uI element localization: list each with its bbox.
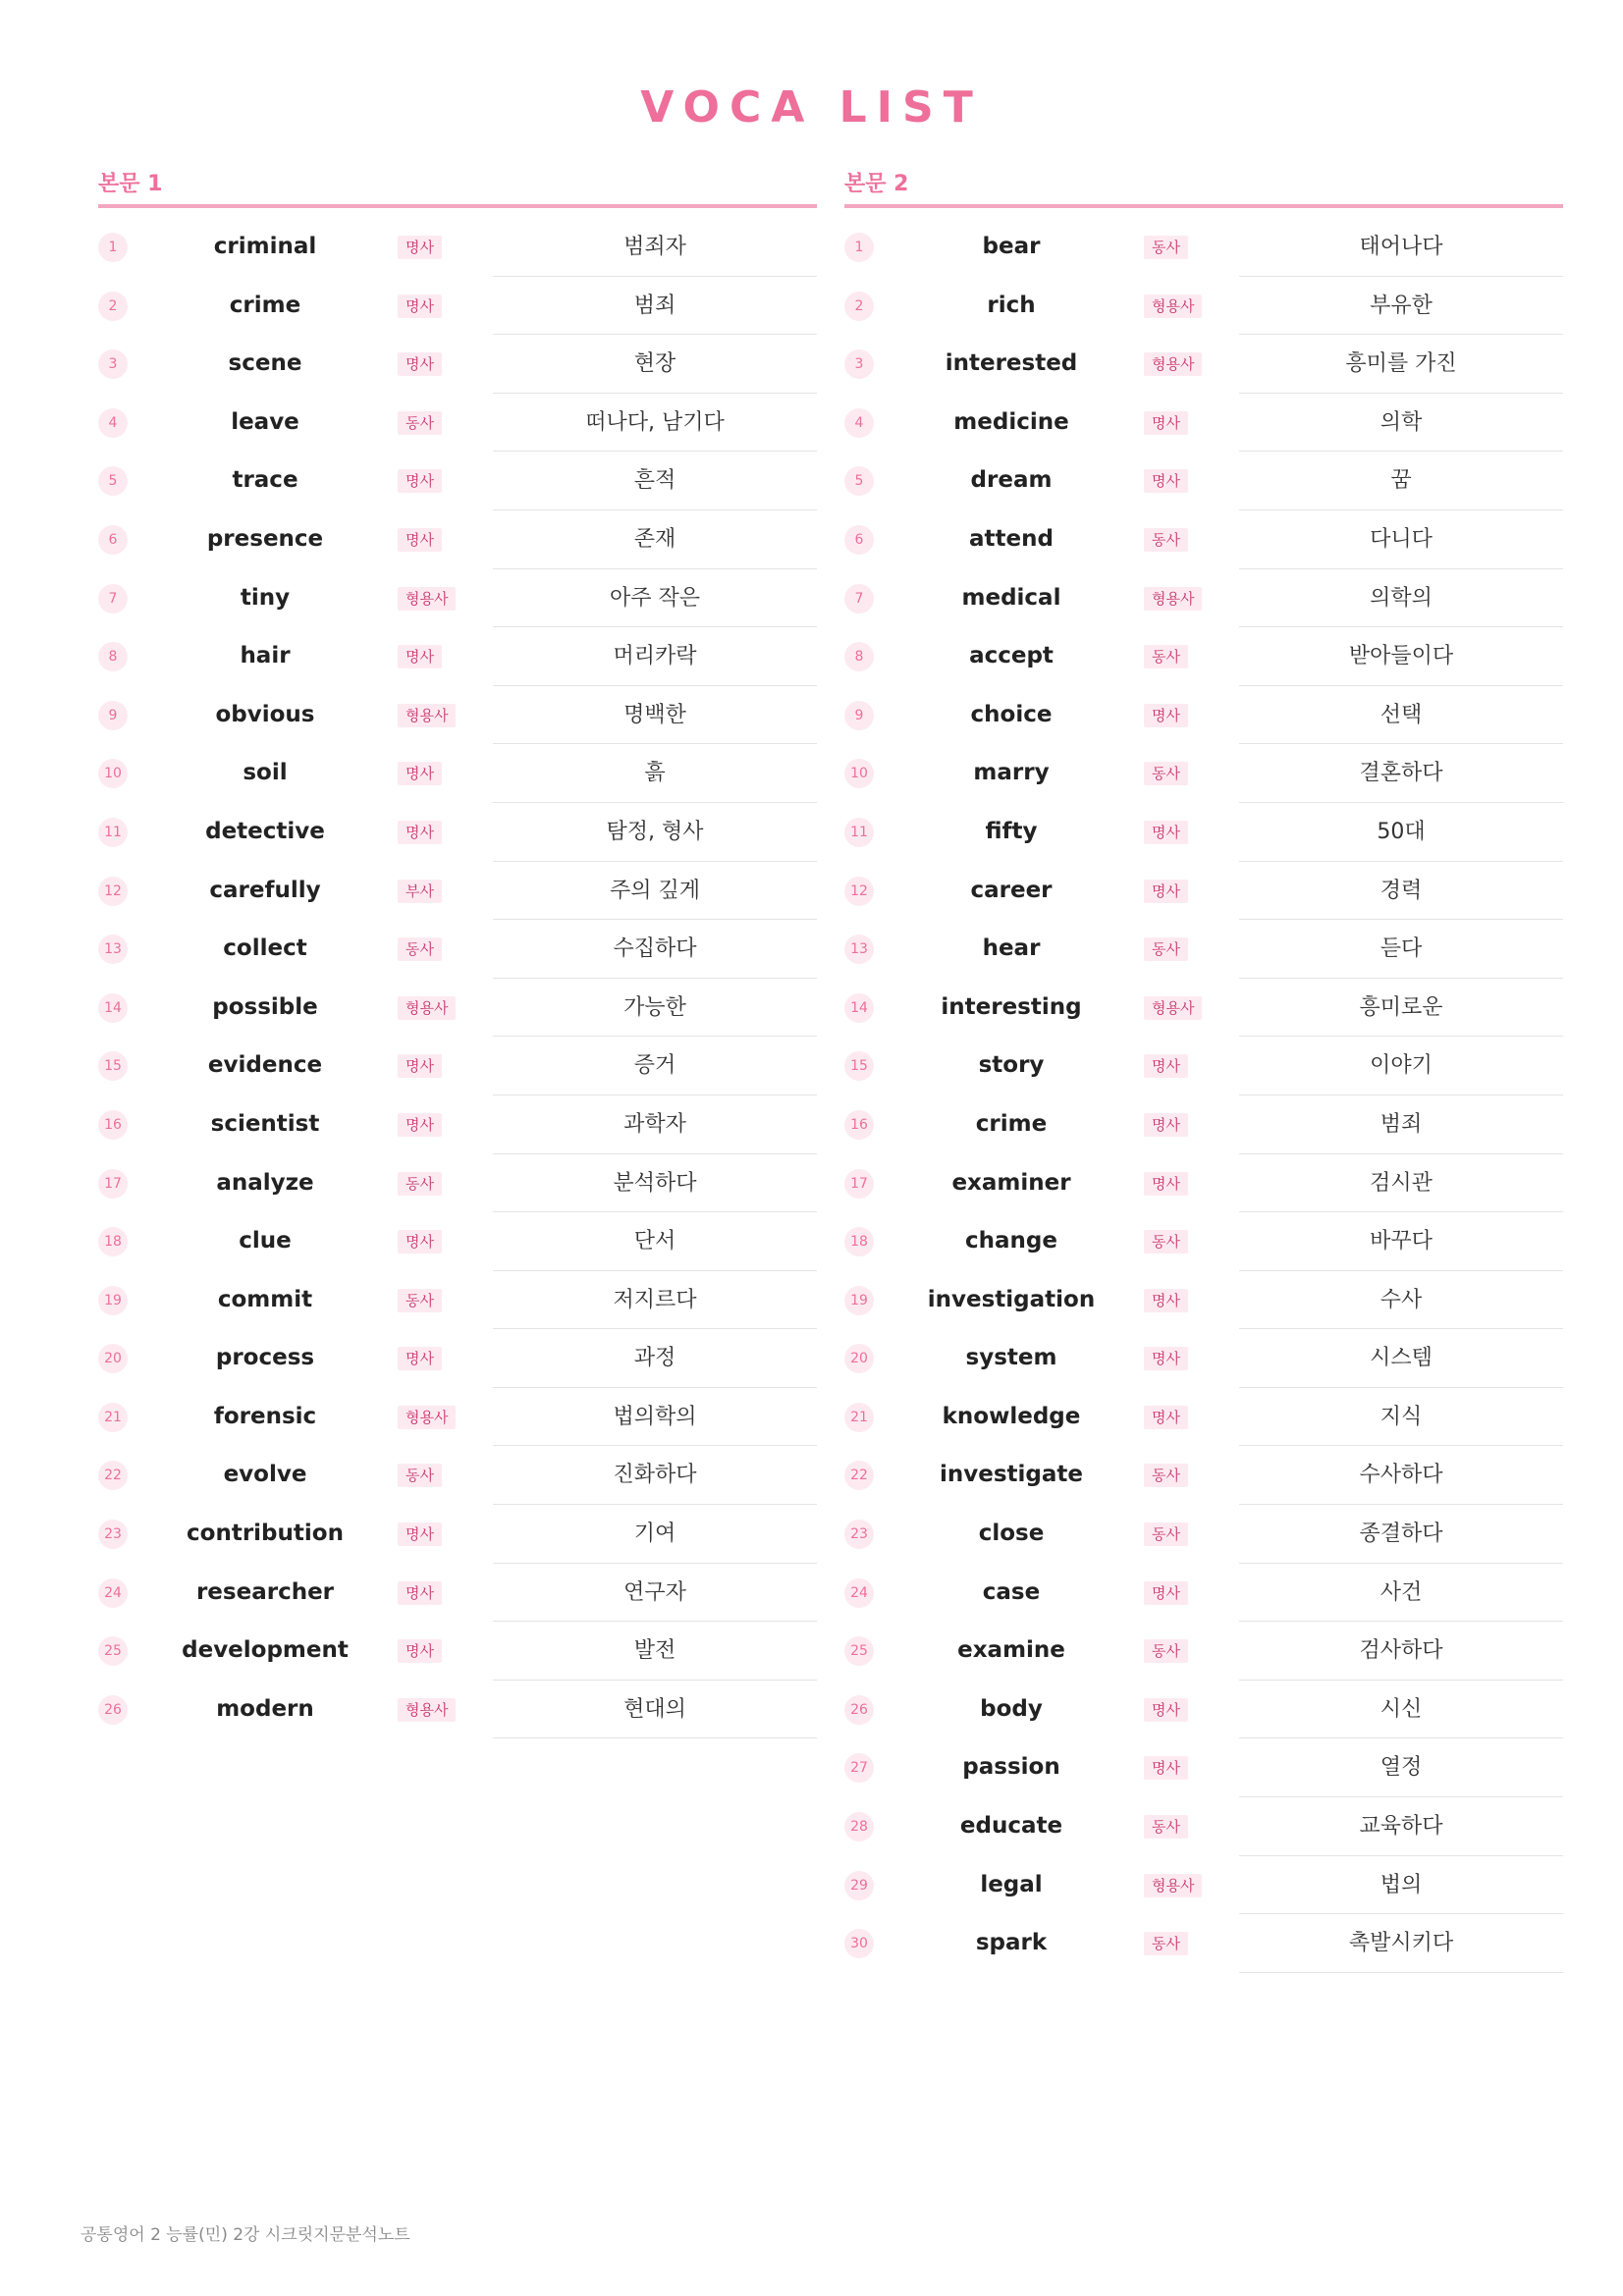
word-meaning: 현장 <box>493 335 817 394</box>
vocab-row <box>844 1329 1563 1388</box>
part-of-speech-badge: 명사 <box>398 1347 442 1370</box>
word-meaning: 범죄자 <box>493 218 817 277</box>
word-meaning: 증거 <box>493 1037 817 1095</box>
item-number: 25 <box>844 1636 874 1666</box>
word-meaning: 저지르다 <box>493 1271 817 1330</box>
vocab-row <box>844 1446 1563 1505</box>
item-number: 16 <box>98 1110 128 1140</box>
part-of-speech-badge: 명사 <box>398 528 442 552</box>
vocab-row <box>98 686 817 745</box>
part-of-speech-badge: 명사 <box>1144 880 1188 903</box>
vocab-row <box>98 1095 817 1154</box>
item-number: 2 <box>98 292 128 321</box>
item-number: 4 <box>98 408 128 438</box>
item-number: 26 <box>844 1695 874 1725</box>
vocab-row <box>844 218 1563 277</box>
word-meaning: 범죄 <box>1239 1095 1563 1154</box>
part-of-speech-badge: 명사 <box>1144 704 1188 727</box>
part-of-speech-badge: 명사 <box>1144 1406 1188 1429</box>
vocab-row <box>844 862 1563 921</box>
word-meaning: 결혼하다 <box>1239 744 1563 803</box>
item-number: 8 <box>98 642 128 671</box>
part-of-speech-badge: 명사 <box>398 821 442 844</box>
word-meaning: 과정 <box>493 1329 817 1388</box>
vocab-row <box>844 510 1563 569</box>
vocab-row <box>844 803 1563 862</box>
vocab-row <box>844 277 1563 336</box>
vocab-word: clue <box>239 1228 292 1255</box>
word-meaning: 부유한 <box>1239 277 1563 336</box>
part-of-speech-badge: 형용사 <box>398 587 456 611</box>
word-meaning: 머리카락 <box>493 627 817 686</box>
word-meaning: 흥미로운 <box>1239 979 1563 1038</box>
word-meaning: 촉발시키다 <box>1239 1914 1563 1973</box>
part-of-speech-badge: 동사 <box>1144 1464 1188 1487</box>
part-of-speech-badge: 형용사 <box>1144 587 1202 611</box>
item-number: 10 <box>844 759 874 788</box>
vocab-row <box>98 218 817 277</box>
item-number: 20 <box>844 1344 874 1373</box>
item-number: 21 <box>98 1403 128 1432</box>
vocab-row <box>98 979 817 1038</box>
word-meaning: 법의 <box>1239 1856 1563 1915</box>
item-number: 23 <box>844 1520 874 1549</box>
word-meaning: 받아들이다 <box>1239 627 1563 686</box>
part-of-speech-badge: 명사 <box>398 352 442 376</box>
vocab-word: modern <box>216 1695 314 1722</box>
word-meaning: 지식 <box>1239 1388 1563 1447</box>
word-meaning: 교육하다 <box>1239 1797 1563 1856</box>
item-number: 23 <box>98 1520 128 1549</box>
word-meaning: 다니다 <box>1239 510 1563 569</box>
vocab-word: interested <box>945 350 1078 377</box>
part-of-speech-badge: 명사 <box>1144 1698 1188 1722</box>
part-of-speech-badge: 동사 <box>1144 1639 1188 1663</box>
part-of-speech-badge: 명사 <box>398 294 442 318</box>
item-number: 21 <box>844 1403 874 1432</box>
word-meaning: 시신 <box>1239 1681 1563 1739</box>
vocab-row <box>844 1797 1563 1856</box>
vocab-row <box>98 1388 817 1447</box>
word-meaning: 명백한 <box>493 686 817 745</box>
word-meaning: 열정 <box>1239 1738 1563 1797</box>
part-of-speech-badge: 동사 <box>1144 937 1188 961</box>
part-of-speech-badge: 명사 <box>1144 1289 1188 1312</box>
part-of-speech-badge: 동사 <box>1144 1522 1188 1546</box>
part-of-speech-badge: 형용사 <box>1144 996 1202 1020</box>
item-number: 2 <box>844 292 874 321</box>
vocab-word: medical <box>961 584 1061 611</box>
vocab-list <box>844 218 1563 1973</box>
part-of-speech-badge: 형용사 <box>398 704 456 727</box>
vocab-row <box>98 1681 817 1739</box>
vocab-word: evolve <box>223 1462 307 1488</box>
vocab-row <box>98 803 817 862</box>
word-meaning: 발전 <box>493 1622 817 1681</box>
word-meaning: 흔적 <box>493 452 817 510</box>
word-meaning: 선택 <box>1239 686 1563 745</box>
footer-text: 공통영어 2 능률(민) 2강 시크릿지문분석노트 <box>81 2225 410 2245</box>
vocab-row <box>844 1388 1563 1447</box>
item-number: 13 <box>98 934 128 964</box>
vocab-word: researcher <box>195 1578 335 1605</box>
vocab-row <box>844 1271 1563 1330</box>
vocab-row <box>844 1212 1563 1271</box>
word-meaning: 범죄 <box>493 277 817 336</box>
word-meaning: 흙 <box>493 744 817 803</box>
word-meaning: 현대의 <box>493 1681 817 1739</box>
vocab-word: presence <box>206 525 324 552</box>
column-header: 본문 2 <box>844 167 1563 208</box>
part-of-speech-badge: 명사 <box>398 1581 442 1605</box>
vocab-row <box>98 335 817 394</box>
vocab-row <box>98 1329 817 1388</box>
item-number: 13 <box>844 934 874 964</box>
vocab-word: crime <box>229 292 301 318</box>
word-meaning: 태어나다 <box>1239 218 1563 277</box>
item-number: 8 <box>844 642 874 671</box>
vocab-row <box>844 744 1563 803</box>
part-of-speech-badge: 동사 <box>1144 528 1188 552</box>
vocab-row <box>844 1681 1563 1739</box>
vocab-word: collect <box>223 935 307 962</box>
page-title: VOCA LIST <box>640 82 983 133</box>
part-of-speech-badge: 명사 <box>1144 469 1188 493</box>
vocab-word: case <box>982 1578 1041 1605</box>
vocab-row <box>98 277 817 336</box>
part-of-speech-badge: 동사 <box>398 411 442 435</box>
vocab-word: examiner <box>951 1169 1071 1196</box>
item-number: 1 <box>98 233 128 262</box>
vocab-row <box>98 627 817 686</box>
item-number: 26 <box>98 1695 128 1725</box>
vocab-word: detective <box>205 818 325 844</box>
part-of-speech-badge: 동사 <box>398 1172 442 1196</box>
vocab-row <box>98 862 817 921</box>
vocab-word: hair <box>240 643 291 669</box>
part-of-speech-badge: 명사 <box>398 1230 442 1254</box>
vocab-row <box>844 1738 1563 1797</box>
part-of-speech-badge: 명사 <box>1144 1581 1188 1605</box>
vocab-row <box>98 1564 817 1623</box>
vocab-word: contribution <box>187 1521 344 1547</box>
item-number: 27 <box>844 1753 874 1783</box>
word-meaning: 진화하다 <box>493 1446 817 1505</box>
part-of-speech-badge: 동사 <box>398 937 442 961</box>
item-number: 14 <box>844 993 874 1023</box>
vocab-row <box>98 1154 817 1213</box>
item-number: 20 <box>98 1344 128 1373</box>
part-of-speech-badge: 동사 <box>1144 1932 1188 1955</box>
item-number: 3 <box>98 349 128 379</box>
vocab-word: choice <box>970 701 1053 727</box>
item-number: 11 <box>98 818 128 847</box>
part-of-speech-badge: 명사 <box>398 645 442 668</box>
word-meaning: 수사 <box>1239 1271 1563 1330</box>
vocab-word: evidence <box>207 1052 323 1079</box>
vocab-word: possible <box>212 993 318 1020</box>
vocab-word: carefully <box>209 877 321 903</box>
vocab-row <box>844 394 1563 453</box>
word-meaning: 의학 <box>1239 394 1563 453</box>
item-number: 22 <box>844 1461 874 1490</box>
item-number: 29 <box>844 1871 874 1900</box>
item-number: 3 <box>844 349 874 379</box>
word-meaning: 검시관 <box>1239 1154 1563 1213</box>
vocab-word: scene <box>228 350 302 377</box>
word-meaning: 수집하다 <box>493 920 817 979</box>
vocab-word: attend <box>969 525 1054 552</box>
word-meaning: 연구자 <box>493 1564 817 1623</box>
word-meaning: 주의 깊게 <box>493 862 817 921</box>
vocab-row <box>844 686 1563 745</box>
part-of-speech-badge: 명사 <box>398 469 442 493</box>
word-meaning: 단서 <box>493 1212 817 1271</box>
column-header: 본문 1 <box>98 167 817 208</box>
word-meaning: 50대 <box>1239 803 1563 862</box>
vocab-row <box>844 1914 1563 1973</box>
vocab-word: hear <box>982 935 1041 962</box>
vocab-row <box>98 452 817 510</box>
vocab-row <box>844 1856 1563 1915</box>
item-number: 24 <box>844 1578 874 1608</box>
vocab-row <box>844 335 1563 394</box>
vocab-row <box>98 1037 817 1095</box>
vocab-word: process <box>215 1345 315 1371</box>
word-meaning: 탐정, 형사 <box>493 803 817 862</box>
item-number: 11 <box>844 818 874 847</box>
word-meaning: 가능한 <box>493 979 817 1038</box>
vocab-word: passion <box>962 1754 1060 1781</box>
word-meaning: 분석하다 <box>493 1154 817 1213</box>
vocab-row <box>98 1446 817 1505</box>
part-of-speech-badge: 명사 <box>398 1054 442 1078</box>
part-of-speech-badge: 형용사 <box>1144 294 1202 318</box>
vocab-row <box>98 744 817 803</box>
item-number: 10 <box>98 759 128 788</box>
vocab-row <box>844 1154 1563 1213</box>
word-meaning: 이야기 <box>1239 1037 1563 1095</box>
vocab-list <box>98 218 817 1738</box>
vocab-word: soil <box>243 760 288 786</box>
item-number: 17 <box>98 1169 128 1199</box>
part-of-speech-badge: 명사 <box>1144 411 1188 435</box>
vocab-word: investigation <box>927 1286 1096 1312</box>
part-of-speech-badge: 동사 <box>398 1289 442 1312</box>
part-of-speech-badge: 동사 <box>1144 762 1188 785</box>
part-of-speech-badge: 동사 <box>1144 1230 1188 1254</box>
part-of-speech-badge: 형용사 <box>398 996 456 1020</box>
item-number: 4 <box>844 408 874 438</box>
part-of-speech-badge: 명사 <box>398 762 442 785</box>
part-of-speech-badge: 형용사 <box>1144 1874 1202 1897</box>
vocab-word: forensic <box>213 1403 317 1429</box>
item-number: 7 <box>98 584 128 614</box>
vocab-row <box>844 1037 1563 1095</box>
item-number: 18 <box>98 1227 128 1256</box>
item-number: 16 <box>844 1110 874 1140</box>
vocab-word: system <box>965 1345 1057 1371</box>
item-number: 7 <box>844 584 874 614</box>
part-of-speech-badge: 동사 <box>398 1464 442 1487</box>
vocab-word: obvious <box>215 701 315 727</box>
part-of-speech-badge: 동사 <box>1144 1815 1188 1839</box>
word-meaning: 떠나다, 남기다 <box>493 394 817 453</box>
word-meaning: 시스템 <box>1239 1329 1563 1388</box>
part-of-speech-badge: 명사 <box>1144 1347 1188 1370</box>
word-meaning: 꿈 <box>1239 452 1563 510</box>
vocab-row <box>98 394 817 453</box>
vocab-word: accept <box>969 643 1054 669</box>
vocab-row <box>844 1505 1563 1564</box>
part-of-speech-badge: 명사 <box>1144 1054 1188 1078</box>
vocab-word: medicine <box>953 408 1069 435</box>
part-of-speech-badge: 명사 <box>398 1113 442 1137</box>
item-number: 28 <box>844 1812 874 1842</box>
vocab-word: interesting <box>941 993 1082 1020</box>
vocab-row <box>98 1622 817 1681</box>
vocab-word: trace <box>232 467 298 494</box>
part-of-speech-badge: 형용사 <box>398 1406 456 1429</box>
vocab-word: knowledge <box>942 1403 1081 1429</box>
word-meaning: 기여 <box>493 1505 817 1564</box>
item-number: 19 <box>844 1286 874 1315</box>
vocab-row <box>98 1271 817 1330</box>
word-meaning: 검사하다 <box>1239 1622 1563 1681</box>
word-meaning: 종결하다 <box>1239 1505 1563 1564</box>
vocab-word: educate <box>959 1813 1063 1840</box>
vocab-row <box>98 569 817 628</box>
part-of-speech-badge: 동사 <box>1144 236 1188 259</box>
part-of-speech-badge: 명사 <box>1144 1756 1188 1780</box>
vocab-row <box>844 627 1563 686</box>
part-of-speech-badge: 명사 <box>1144 1113 1188 1137</box>
item-number: 12 <box>844 877 874 906</box>
item-number: 24 <box>98 1578 128 1608</box>
vocab-row <box>844 920 1563 979</box>
vocab-row <box>844 979 1563 1038</box>
vocab-word: examine <box>957 1637 1065 1664</box>
word-meaning: 흥미를 가진 <box>1239 335 1563 394</box>
part-of-speech-badge: 명사 <box>398 1522 442 1546</box>
vocab-column-1 <box>98 167 817 1738</box>
part-of-speech-badge: 명사 <box>1144 821 1188 844</box>
item-number: 12 <box>98 877 128 906</box>
vocab-word: fifty <box>985 818 1038 844</box>
word-meaning: 아주 작은 <box>493 569 817 628</box>
vocab-word: scientist <box>210 1110 320 1137</box>
word-meaning: 수사하다 <box>1239 1446 1563 1505</box>
vocab-row <box>844 1622 1563 1681</box>
vocab-row <box>844 1564 1563 1623</box>
word-meaning: 사건 <box>1239 1564 1563 1623</box>
vocab-row <box>98 510 817 569</box>
vocab-word: investigate <box>940 1462 1083 1488</box>
item-number: 22 <box>98 1461 128 1490</box>
part-of-speech-badge: 명사 <box>398 236 442 259</box>
item-number: 17 <box>844 1169 874 1199</box>
vocab-word: analyze <box>216 1169 314 1196</box>
item-number: 5 <box>844 466 874 496</box>
vocab-row <box>98 920 817 979</box>
vocab-word: story <box>978 1052 1045 1079</box>
vocab-row <box>98 1212 817 1271</box>
vocab-word: legal <box>980 1871 1043 1897</box>
word-meaning: 경력 <box>1239 862 1563 921</box>
item-number: 5 <box>98 466 128 496</box>
vocab-word: development <box>182 1637 349 1664</box>
item-number: 9 <box>844 701 874 730</box>
word-meaning: 존재 <box>493 510 817 569</box>
item-number: 25 <box>98 1636 128 1666</box>
vocab-column-2 <box>844 167 1563 1973</box>
vocab-row <box>844 569 1563 628</box>
vocab-word: career <box>970 877 1053 903</box>
part-of-speech-badge: 형용사 <box>398 1698 456 1722</box>
item-number: 19 <box>98 1286 128 1315</box>
vocab-word: rich <box>987 292 1036 318</box>
part-of-speech-badge: 부사 <box>398 880 442 903</box>
vocab-word: spark <box>975 1930 1048 1956</box>
part-of-speech-badge: 명사 <box>1144 1172 1188 1196</box>
word-meaning: 듣다 <box>1239 920 1563 979</box>
word-meaning: 과학자 <box>493 1095 817 1154</box>
part-of-speech-badge: 형용사 <box>1144 352 1202 376</box>
vocab-word: criminal <box>213 234 317 259</box>
item-number: 1 <box>844 233 874 262</box>
item-number: 6 <box>98 525 128 555</box>
vocab-word: leave <box>231 408 299 435</box>
vocab-word: tiny <box>240 584 291 611</box>
item-number: 30 <box>844 1929 874 1958</box>
item-number: 6 <box>844 525 874 555</box>
vocab-row <box>98 1505 817 1564</box>
vocab-row <box>844 1095 1563 1154</box>
item-number: 15 <box>844 1051 874 1081</box>
vocab-word: change <box>965 1228 1057 1255</box>
vocab-word: commit <box>217 1286 313 1312</box>
part-of-speech-badge: 동사 <box>1144 645 1188 668</box>
vocab-word: dream <box>970 467 1053 494</box>
vocab-word: close <box>978 1521 1045 1547</box>
vocab-word: crime <box>975 1110 1048 1137</box>
word-meaning: 법의학의 <box>493 1388 817 1447</box>
vocab-word: body <box>980 1695 1043 1722</box>
item-number: 15 <box>98 1051 128 1081</box>
vocab-row <box>844 452 1563 510</box>
word-meaning: 바꾸다 <box>1239 1212 1563 1271</box>
vocab-word: bear <box>982 234 1041 259</box>
vocab-word: marry <box>973 760 1050 786</box>
word-meaning: 의학의 <box>1239 569 1563 628</box>
item-number: 14 <box>98 993 128 1023</box>
item-number: 9 <box>98 701 128 730</box>
part-of-speech-badge: 명사 <box>398 1639 442 1663</box>
item-number: 18 <box>844 1227 874 1256</box>
